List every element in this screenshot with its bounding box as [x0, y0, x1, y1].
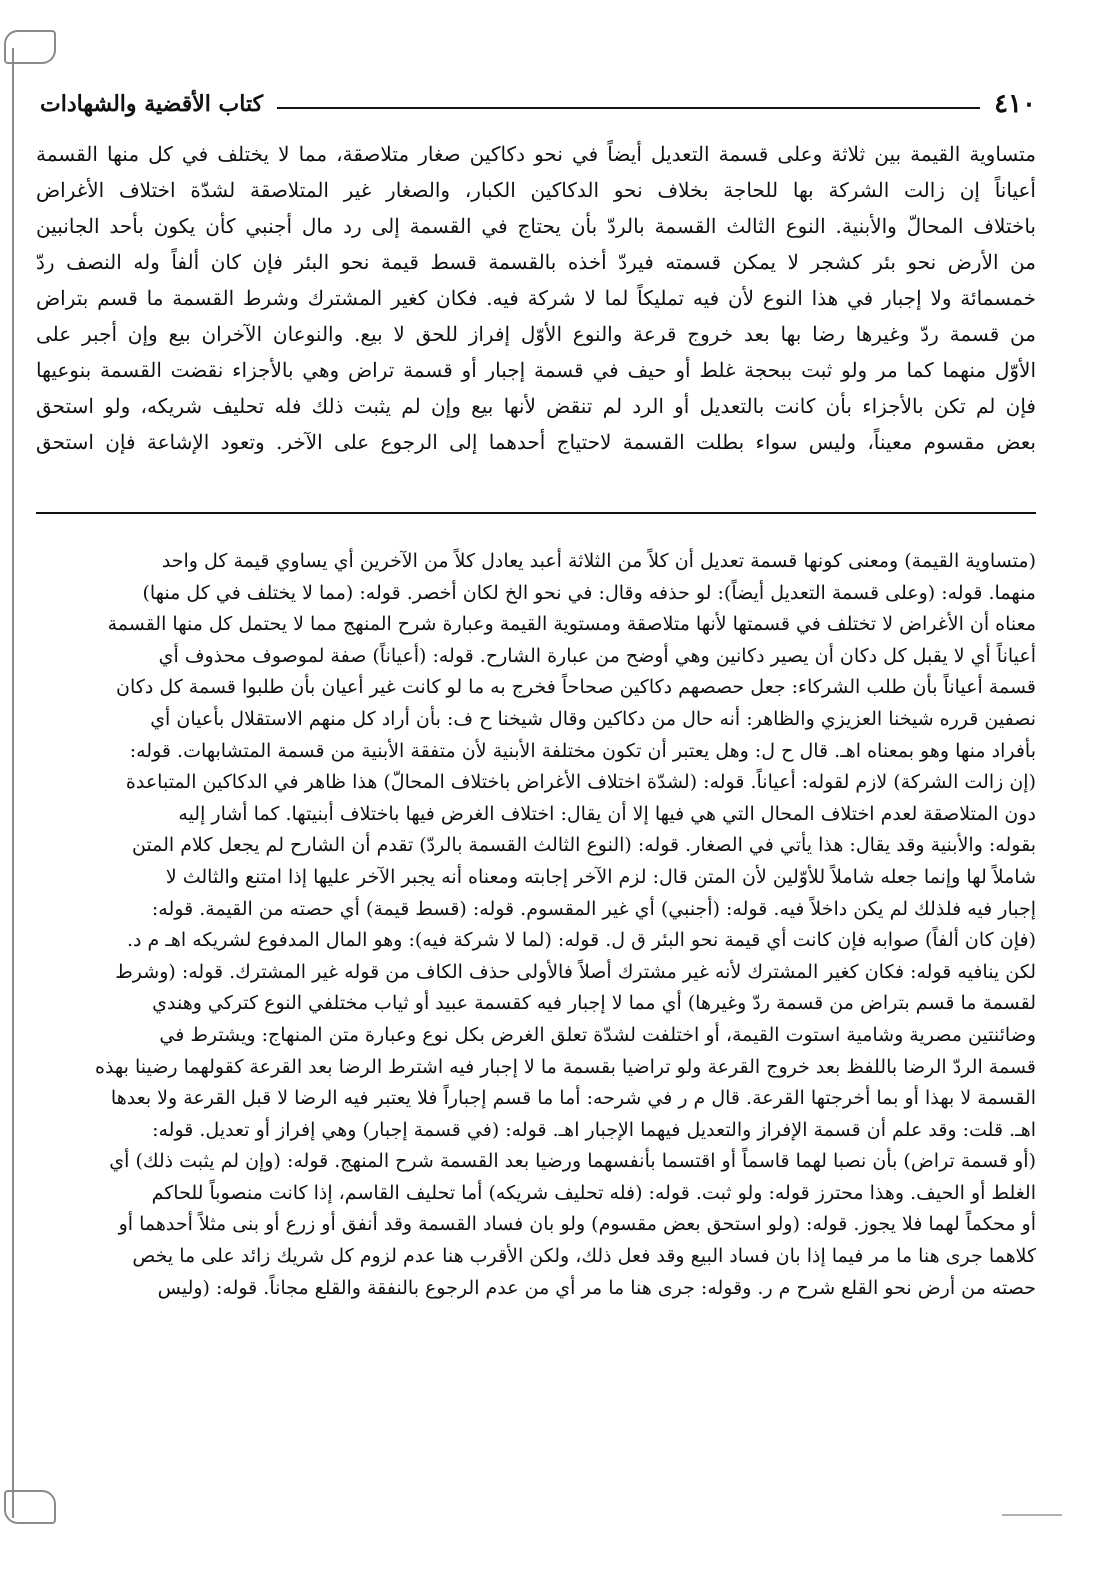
main-text-line: الأوّل منهما كما مر ولو ثبت ببحجة غلط أو حيف في قسمة إجبار أو قسمة تراض وهي بالأجزاء نقضت القسمة بنوعيها — [36, 358, 1036, 382]
section-divider — [36, 512, 1036, 514]
commentary-line: اهـ. قلت: وقد علم أن قسمة الإفراز والتعديل فيهما الإجبار اهـ. قوله: (في قسمة إجبار) وهي إفراز أو تعديل. قوله: — [152, 1118, 1036, 1141]
page-header — [40, 84, 1036, 124]
commentary-line: وضائنتين مصرية وشامية استوت القيمة، أو اختلفت لشدّة تعلق الغرض بكل نوع وعبارة متن المنهاج: ويشترط في — [159, 1023, 1036, 1046]
bottom-right-ornament — [1002, 1500, 1062, 1516]
commentary-line: (فإن كان ألفاً) صوابه فإن كانت أي قيمة نحو البئر ق ل. قوله: (لما لا شركة فيه): وهو المال المدفوع لشريكه اهـ م د. — [126, 929, 1036, 952]
main-text-block — [36, 136, 1036, 496]
main-text-line: فإن لم تكن بالأجزاء بأن كانت بالتعديل أو الرد لم تنقض لأنها بيع وإن لم يثبت ذلك فله تحليف شريكه، ولو استحق — [36, 394, 1036, 418]
main-text-line: من الأرض نحو بئر كشجر لا يمكن قسمته فيردّ أخذه بالقسمة قسط قيمة نحو البئر فإن كان ألفاً وله النصف ردّ — [36, 250, 1036, 274]
left-page-border — [12, 48, 24, 1518]
main-text-line: متساوية القيمة بين ثلاثة وعلى قسمة التعديل أيضاً في نحو دكاكين صغار متلاصقة، مما لا يختلف في كل منها القسمة — [36, 142, 1036, 166]
commentary-line: شاملاً لها وإنما جعله شاملاً للأوّلين لأن المتن قال: لزم الآخر إجابته ومعناه أنه يجبر الآخر عليها إذا امتنع والثالث لا — [165, 865, 1036, 888]
running-head: كتاب الأقضية والشهادات — [40, 91, 264, 117]
page-number: ٤١٠ — [994, 89, 1036, 119]
main-text-line: باختلاف المحالّ والأبنية. النوع الثالث القسمة بالردّ بأن يحتاج في القسمة إلى رد مال أجنبي كأن يكون بأحد الجانبين — [36, 214, 1036, 238]
commentary-line: قسمة أعياناً بأن طلب الشركاء: جعل حصصهم دكاكين صحاحاً فخرج به ما لو كانت غير أعيان بأن طلبوا قسمة كل دكان — [116, 676, 1036, 699]
commentary-line: (أو قسمة تراض) بأن نصبا لهما قاسماً أو اقتسما بأنفسهما ورضيا بعد القسمة شرح المنهج. قوله: (وإن لم يثبت ذلك) أي — [109, 1150, 1036, 1173]
main-text-line: بعض مقسوم معيناً، وليس سواء بطلت القسمة لاحتياج أحدهما إلى الرجوع على الآخر. وتعود الإشاعة فإن استحق — [36, 430, 1036, 454]
commentary-line: (إن زالت الشركة) لازم لقوله: أعياناً. قوله: (لشدّة اختلاف الأغراض باختلاف المحالّ) هذا ظاهر في الدكاكين المتباعدة — [125, 771, 1036, 794]
commentary-line: معناه أن الأغراض لا تختلف في قسمتها لأنها متلاصقة ومستوية القيمة وعبارة شرح المنهج مما لا يحتمل كل منها القسمة — [107, 613, 1036, 636]
commentary-line: بقوله: والأبنية وقد يقال: هذا يأتي في الصغار. قوله: (النوع الثالث القسمة بالردّ) تقدم أن الشارح لم يجعل كلام المتن — [131, 834, 1036, 857]
commentary-line: قسمة الردّ الرضا باللفظ بعد خروج القرعة ولو تراضيا بقسمة ما لا إجبار فيه اشترط الرضا بعد القرعة كقولهما رضينا بهذه — [94, 1055, 1036, 1078]
commentary-line: بأفراد منها وهو بمعناه اهـ. قال ح ل: وهل يعتبر أن تكون مختلفة الأبنية لأن متفقة الأبنية من قسمة المتشابهات. قوله: — [129, 739, 1036, 762]
commentary-block — [36, 546, 1036, 1496]
main-text-line: خمسمائة ولا إجبار في هذا النوع لأن فيه تمليكاً لما لا شركة فيه. فكان كغير المشترك وشرط القسمة ما قسم بتراض — [36, 286, 1036, 310]
header-rule — [277, 107, 980, 109]
main-text-line: من قسمة ردّ وغيرها رضا بها بعد خروج قرعة والنوع الأوّل إفراز للحق لا بيع. والنوعان الآخران بيع وإن أجبر على — [36, 322, 1036, 346]
commentary-line: (متساوية القيمة) ومعنى كونها قسمة تعديل أن كلاً من الثلاثة أعبد يعادل كلاً من الآخرين أي يساوي قيمة كل واحد — [161, 550, 1036, 572]
main-text-line: أعياناً إن زالت الشركة بها للحاجة بخلاف نحو الدكاكين الكبار، والصغار غير المتلاصقة لشدّة اختلاف الأغراض — [36, 178, 1036, 202]
commentary-line: الغلط أو الحيف. وهذا محترز قوله: ولو ثبت. قوله: (فله تحليف شريكه) أما تحليف القاسم، إذا كانت منصوباً للحاكم — [151, 1181, 1036, 1204]
commentary-line: القسمة لا بهذا أو بما أخرجتها القرعة. قال م ر في شرحه: أما ما قسم إجباراً فلا يعتبر فيه الرضا لا قبل القرعة ولا بعدها — [110, 1087, 1036, 1110]
commentary-line: دون المتلاصقة لعدم اختلاف المحال التي هي فيها إلا أن يقال: اختلاف الغرض فيها باختلاف أبنيتها. كما أشار إليه — [178, 802, 1036, 825]
commentary-line: نصفين قرره شيخنا العزيزي والظاهر: أنه حال من دكاكين وقال شيخنا ح ف: بأن أراد كل منهم الاستقلال بأعيان أي — [150, 707, 1036, 730]
commentary-line: أو محكماً لهما فلا يجوز. قوله: (ولو استحق بعض مقسوم) ولو بان فساد القسمة وقد أنفق أو زرع أو بنى مثلاً أحدهما أو — [118, 1213, 1036, 1236]
commentary-line: منهما. قوله: (وعلى قسمة التعديل أيضاً): لو حذفه وقال: في نحو الخ لكان أخصر. قوله: (مما لا يختلف في كل منها) — [142, 581, 1036, 604]
commentary-line: حصته من أرض نحو القلع شرح م ر. وقوله: جرى هنا ما مر أي من عدم الرجوع بالنفقة والقلع مجاناً. قوله: (وليس — [157, 1276, 1036, 1299]
commentary-line: كلاهما جرى هنا ما مر فيما إذا بان فساد البيع وقد فعل ذلك، ولكن الأقرب هنا عدم لزوم كل شريك زائد على ما يخص — [132, 1245, 1036, 1268]
commentary-line: لكن ينافيه قوله: فكان كغير المشترك لأنه غير مشترك أصلاً فالأولى حذف الكاف من قوله غير المشترك. قوله: (وشرط — [115, 960, 1036, 983]
commentary-line: إجبار فيه فلذلك لم يكن داخلاً فيه. قوله: (أجنبي) أي غير المقسوم. قوله: (قسط قيمة) أي حصته من القيمة. قوله: — [151, 897, 1036, 920]
commentary-line: أعياناً أي لا يقبل كل دكان أن يصير دكانين وهي أوضح من عبارة الشارح. قوله: (أعياناً) صفة لموصوف محذوف أي — [158, 644, 1036, 667]
commentary-line: لقسمة ما قسم بتراض من قسمة ردّ وغيرها) أي مما لا إجبار فيه كقسمة عبيد أو ثياب مختلفي النوع كتركي وهندي — [152, 992, 1036, 1015]
